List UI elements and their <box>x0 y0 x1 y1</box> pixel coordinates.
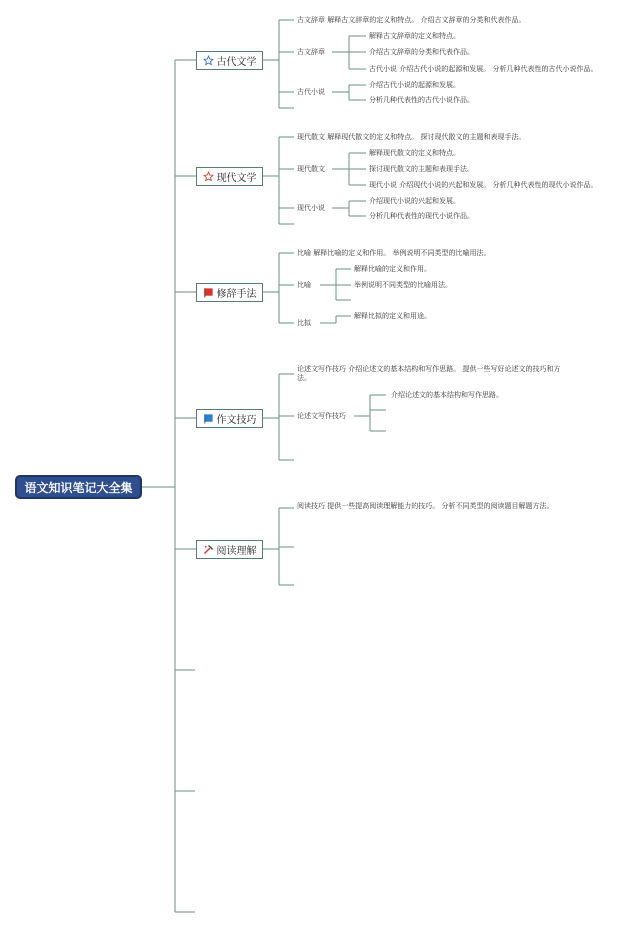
detail-item: 介绍古代小说的起源和发展。 <box>369 81 460 89</box>
root-node[interactable] <box>15 475 142 499</box>
subtopic-summary: 比喻 解释比喻的定义和作用。 举例说明不同类型的比喻用法。 <box>297 249 491 257</box>
detail-item: 介绍论述文的基本结构和写作思路。 <box>391 391 503 399</box>
topic-label: 作文技巧 <box>216 415 257 426</box>
subtopic-label: 现代散文 <box>297 165 325 173</box>
detail-item: 分析几种代表性的古代小说作品。 <box>369 96 474 104</box>
topic-ancient-literature[interactable] <box>196 51 263 70</box>
subtopic-label: 古文辞章 <box>297 48 325 56</box>
tools-icon <box>203 544 214 555</box>
detail-item: 介绍古文辞章的分类和代表作品。 <box>369 48 474 56</box>
topic-label: 古代文学 <box>216 57 257 68</box>
subtopic-label: 论述文写作技巧 <box>297 412 346 420</box>
detail-item: 探讨现代散文的主题和表现手法。 <box>369 165 474 173</box>
subtopic-summary: 论述文写作技巧 介绍论述文的基本结构和写作思路。 提供一些写好论述文的技巧和方法。 <box>297 365 561 382</box>
topic-modern-literature[interactable] <box>196 167 263 186</box>
subtopic-label: 现代小说 <box>297 204 325 212</box>
subtopic-label: 比喻 <box>297 281 311 289</box>
root-title: 语文知识笔记大全集 <box>24 480 133 495</box>
detail-item: 分析几种代表性的现代小说作品。 <box>369 212 474 220</box>
detail-item: 解释古文辞章的定义和特点。 <box>369 32 460 40</box>
detail-item: 解释比喻的定义和作用。 <box>354 265 431 273</box>
topic-writing-skills[interactable] <box>196 409 263 428</box>
subtopic-summary: 阅读技巧 提供一些提高阅读理解能力的技巧。 分析不同类型的阅读题目解题方法。 <box>297 502 554 510</box>
star-outline-icon <box>203 55 214 66</box>
topic-label: 修辞手法 <box>216 289 257 300</box>
subtopic-summary: 古文辞章 解释古文辞章的定义和特点。 介绍古文辞章的分类和代表作品。 <box>297 16 526 24</box>
detail-item: 解释现代散文的定义和特点。 <box>369 149 460 157</box>
subtopic-label: 古代小说 <box>297 88 325 96</box>
detail-item: 介绍现代小说的兴起和发展。 <box>369 197 460 205</box>
subtopic-summary: 现代散文 解释现代散文的定义和特点。 探讨现代散文的主题和表现手法。 <box>297 133 526 141</box>
detail-item: 现代小说 介绍现代小说的兴起和发展。 分析几种代表性的现代小说作品。 <box>369 181 598 189</box>
star-red-outline-icon <box>203 171 214 182</box>
subtopic-label: 比拟 <box>297 319 311 327</box>
blue-flag-icon <box>203 413 214 424</box>
topic-label: 阅读理解 <box>216 546 257 557</box>
topic-label: 现代文学 <box>216 173 257 184</box>
detail-item: 举例说明不同类型的比喻用法。 <box>354 281 452 289</box>
detail-item: 解释比拟的定义和用途。 <box>354 312 431 320</box>
red-flag-icon <box>203 287 214 298</box>
detail-item: 古代小说 介绍古代小说的起源和发展。 分析几种代表性的古代小说作品。 <box>369 65 598 73</box>
topic-rhetoric[interactable] <box>196 283 263 302</box>
topic-reading-comprehension[interactable] <box>196 540 263 559</box>
